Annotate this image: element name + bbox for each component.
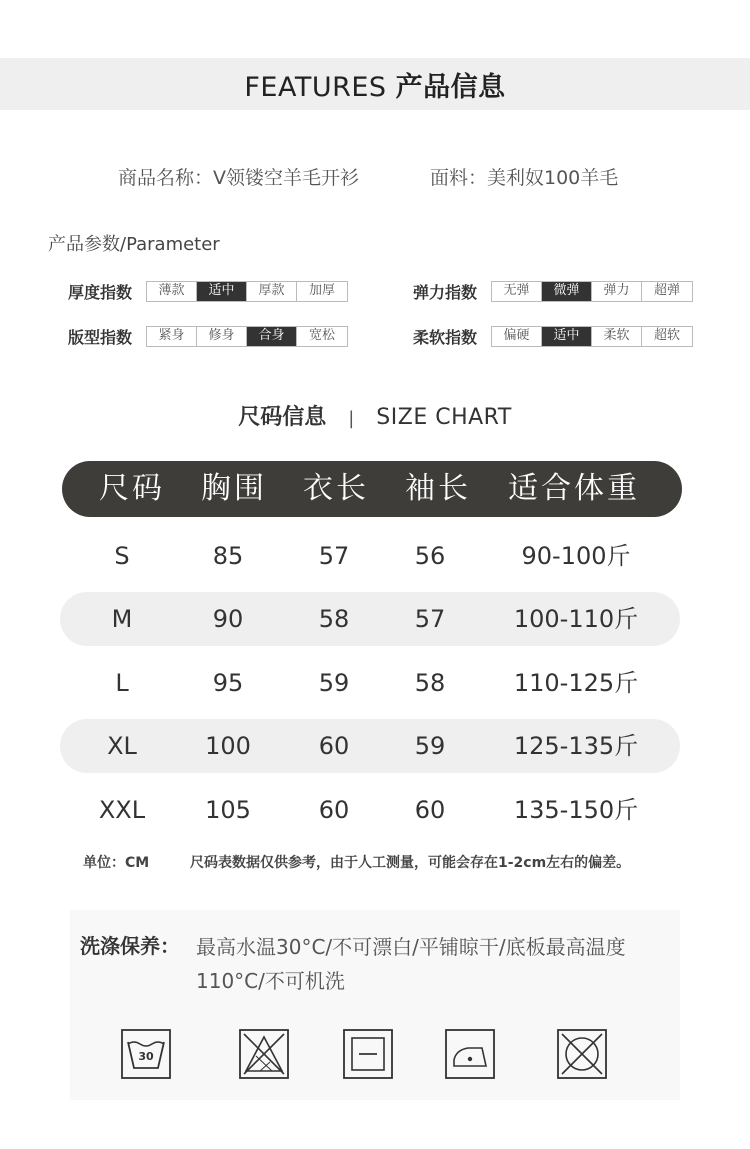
- cell-sleeve: 56: [414, 542, 446, 570]
- cell-sleeve: 58: [414, 669, 446, 697]
- param-option: 修身: [197, 327, 247, 346]
- param-option: 薄款: [147, 282, 197, 301]
- cell-sleeve: 59: [414, 732, 446, 760]
- product-name: 商品名称：V领镂空羊毛开衫: [118, 167, 359, 189]
- param-label: 厚度指数: [68, 283, 133, 302]
- cell-size: XL: [107, 732, 137, 760]
- title-en: FEATURES: [244, 71, 387, 103]
- cell-bust: 90: [212, 605, 244, 633]
- page-title: [244, 65, 505, 104]
- header-size: 尺码: [99, 471, 165, 506]
- param-options: [146, 326, 348, 347]
- title-cn: 产品信息: [395, 71, 506, 103]
- product-fabric: 面料：美利奴100羊毛: [430, 167, 619, 189]
- cell-bust: 95: [212, 669, 244, 697]
- care-text: 最高水温30°C/不可漂白/平铺晾干/底板最高温度110°C/不可机洗: [196, 935, 626, 993]
- param-option-selected: 合身: [247, 327, 297, 346]
- param-softness: [413, 325, 693, 348]
- param-option-selected: 适中: [542, 327, 592, 346]
- cell-length: 58: [318, 605, 350, 633]
- header-length: 衣长: [303, 471, 369, 506]
- dry-flat-icon: [342, 1028, 394, 1080]
- table-row: [60, 656, 680, 710]
- params-title: 产品参数/Parameter: [48, 234, 220, 255]
- header-sleeve: 袖长: [405, 471, 471, 506]
- param-option: 加厚: [297, 282, 347, 301]
- param-options: [491, 281, 693, 302]
- param-label: 柔软指数: [413, 328, 478, 347]
- param-option: 紧身: [147, 327, 197, 346]
- care-section: [70, 910, 680, 1100]
- param-option: 宽松: [297, 327, 347, 346]
- param-option: 厚款: [247, 282, 297, 301]
- header-weight: 适合体重: [508, 471, 640, 506]
- measurement-note: 尺码表数据仅供参考，由于人工测量，可能会存在1-2cm左右的偏差。: [190, 855, 631, 871]
- iron-low-icon: [444, 1028, 496, 1080]
- cell-bust: 100: [205, 732, 251, 760]
- cell-bust: 105: [205, 796, 251, 824]
- table-row: [60, 529, 680, 583]
- param-label: 版型指数: [68, 328, 133, 347]
- cell-sleeve: 60: [414, 796, 446, 824]
- cell-sleeve: 57: [414, 605, 446, 633]
- no-bleach-icon: [238, 1028, 290, 1080]
- param-option: 无弹: [492, 282, 542, 301]
- param-thickness: [68, 280, 348, 303]
- table-row: [60, 719, 680, 773]
- cell-weight: 90-100斤: [521, 542, 631, 570]
- cell-size: L: [115, 669, 129, 697]
- param-option: 偏硬: [492, 327, 542, 346]
- features-header: [0, 58, 750, 110]
- size-title-separator: |: [348, 408, 355, 429]
- table-row: [60, 783, 680, 837]
- cell-length: 59: [318, 669, 350, 697]
- param-option-selected: 微弹: [542, 282, 592, 301]
- cell-weight: 110-125斤: [513, 669, 639, 697]
- param-options: [491, 326, 693, 347]
- header-bust: 胸围: [201, 471, 267, 506]
- unit-note: 单位：CM: [83, 855, 150, 871]
- param-option: 超软: [642, 327, 692, 346]
- cell-bust: 85: [212, 542, 244, 570]
- cell-length: 60: [318, 796, 350, 824]
- care-label: 洗涤保养：: [80, 934, 180, 958]
- param-option-selected: 适中: [197, 282, 247, 301]
- table-row: [60, 592, 680, 646]
- cell-length: 57: [318, 542, 350, 570]
- cell-length: 60: [318, 732, 350, 760]
- param-label: 弹力指数: [413, 283, 478, 302]
- param-option: 柔软: [592, 327, 642, 346]
- size-title-cn: 尺码信息: [238, 405, 327, 430]
- cell-weight: 100-110斤: [513, 605, 639, 633]
- param-options: [146, 281, 348, 302]
- cell-weight: 135-150斤: [513, 796, 639, 824]
- param-option: 弹力: [592, 282, 642, 301]
- cell-size: XXL: [98, 796, 146, 824]
- no-tumble-dry-icon: [556, 1028, 608, 1080]
- size-table-header: [62, 461, 682, 517]
- cell-size: M: [111, 605, 133, 633]
- wash-temp-label: 30: [138, 1050, 154, 1063]
- wash-30-icon: [120, 1028, 172, 1080]
- param-option: 超弹: [642, 282, 692, 301]
- cell-size: S: [114, 542, 130, 570]
- size-title-en: SIZE CHART: [376, 405, 512, 430]
- param-elasticity: [413, 280, 693, 303]
- param-fit: [68, 325, 348, 348]
- size-chart-heading: [0, 400, 750, 431]
- cell-weight: 125-135斤: [513, 732, 639, 760]
